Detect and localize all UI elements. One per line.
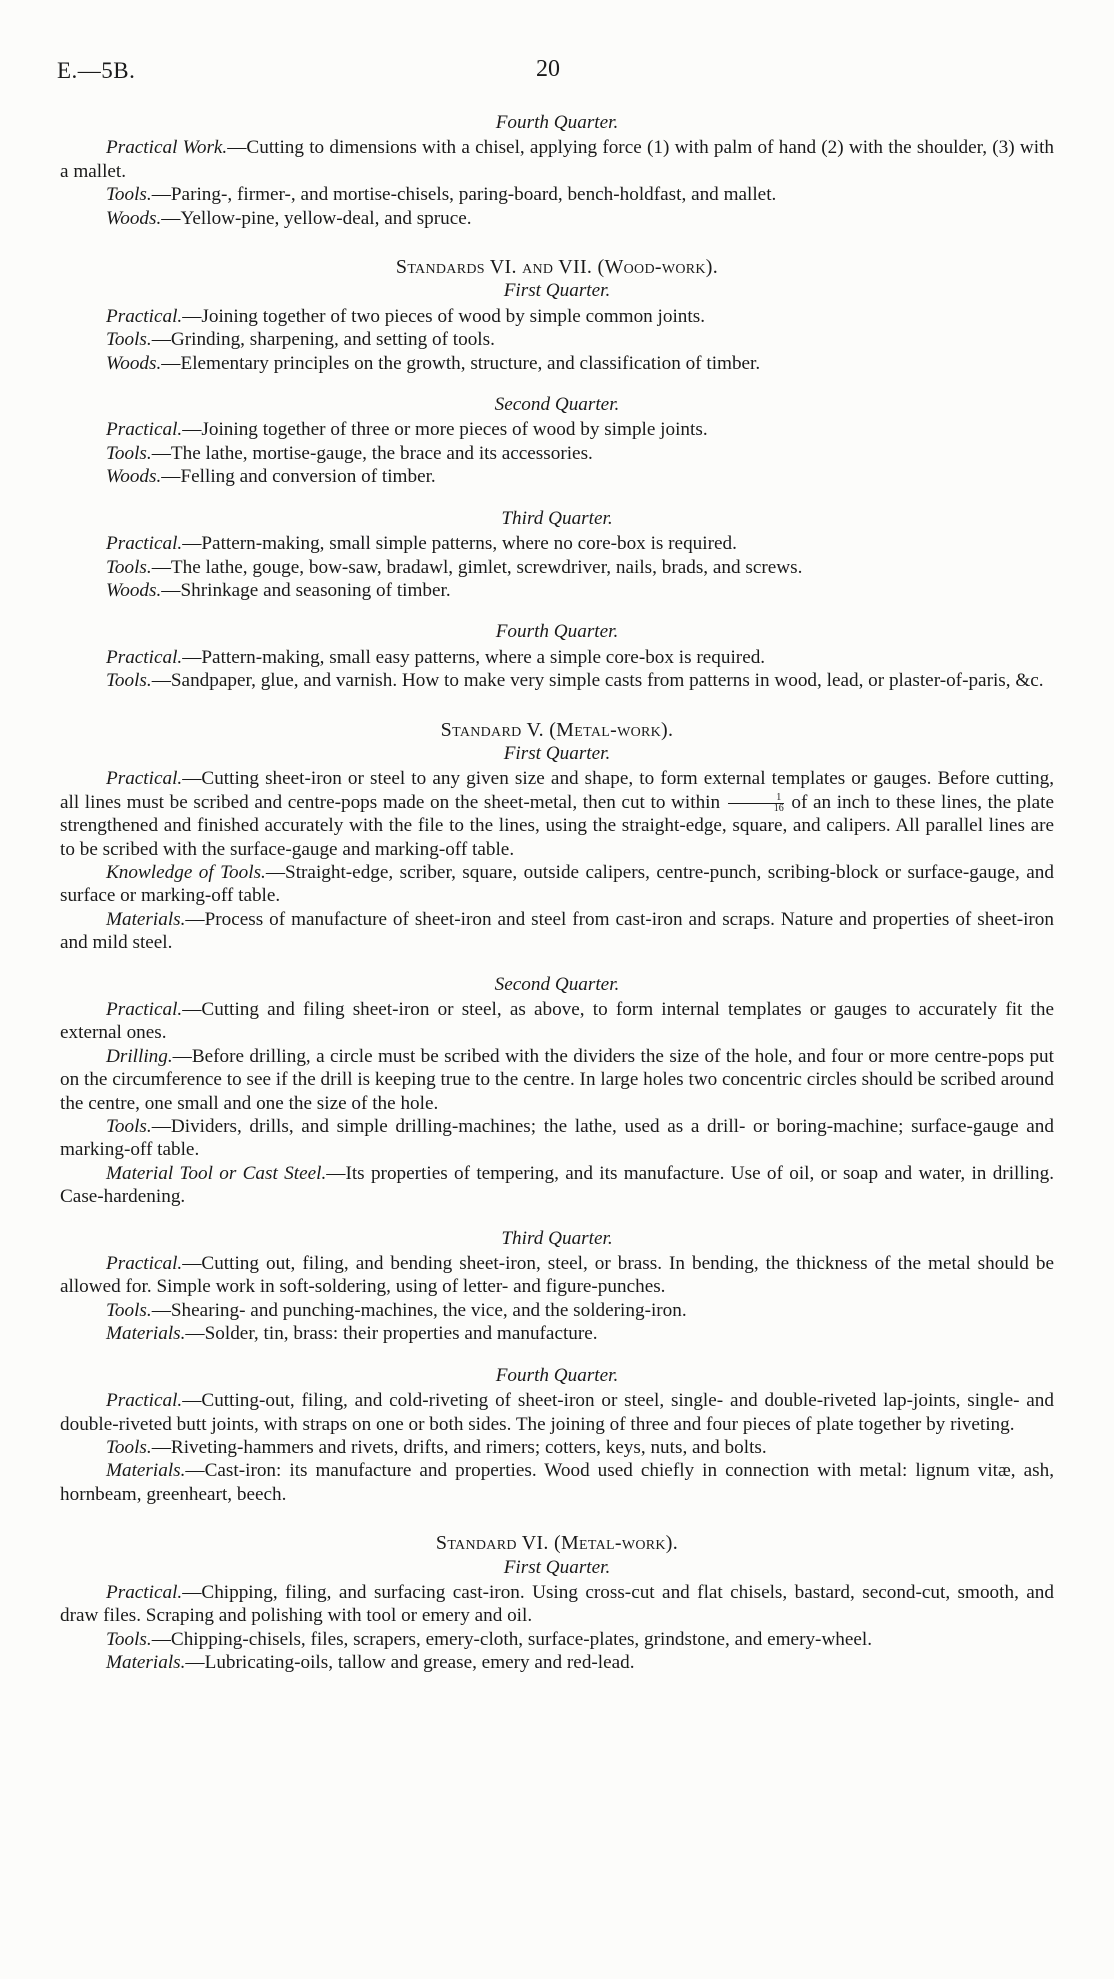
paragraph-label: Tools. [106, 184, 152, 206]
paragraph-label: Tools. [106, 442, 152, 464]
paragraph-text: —Paring-, firmer-, and mortise-chisels, paring-board, bench-holdfast, and mallet. [151, 184, 777, 206]
paragraph-label: Practical. [106, 1390, 183, 1412]
paragraph [60, 1322, 1054, 1345]
fraction-numerator: 1 [728, 793, 784, 804]
quarter-heading: Second Quarter. [494, 394, 620, 416]
quarter-heading: First Quarter. [503, 742, 611, 764]
paragraph-text: —Lubricating-oils, tallow and grease, emery and red-lead. [185, 1652, 635, 1674]
standard-heading: Standards VI. and VII. (Wood-work). [395, 256, 719, 279]
paragraph [60, 1045, 1054, 1115]
paragraph [60, 669, 1054, 692]
paragraph-label: Practical. [106, 768, 183, 790]
paragraph-text: —Process of manufacture of sheet-iron and steel from cast-iron and scraps. Nature and properties of sheet-iron and mild steel. [60, 908, 1054, 954]
paragraph-text-continued: of an inch to these lines, the plate strengthened and finished accurately with the file to the lines, using the straight-edge, square, and calipers. All parallel lines are to be scribed with the surface-gauge and marking-off table. [60, 791, 1055, 860]
paragraph-label: Woods. [106, 466, 162, 488]
paragraph-text: —Elementary principles on the growth, structure, and classification of timber. [161, 352, 761, 374]
paragraph [60, 1299, 1054, 1322]
paragraph-text: —The lathe, gouge, bow-saw, bradawl, gimlet, screwdriver, nails, brads, and screws. [151, 556, 803, 578]
paragraph [60, 418, 1054, 441]
fraction [728, 793, 784, 814]
paragraph-label: Materials. [106, 1323, 186, 1345]
paragraph [60, 861, 1054, 908]
paragraph-label: Drilling. [106, 1045, 173, 1067]
paragraph [60, 352, 1054, 375]
paragraph [60, 305, 1054, 328]
paragraph-text: —Shrinkage and seasoning of timber. [161, 579, 451, 601]
paragraph-text: —Yellow-pine, yellow-deal, and spruce. [161, 207, 472, 229]
paragraph [60, 556, 1054, 579]
paragraph-label: Practical. [106, 419, 183, 441]
paragraph-label: Practical. [106, 1253, 183, 1275]
paragraph [60, 442, 1054, 465]
paragraph [60, 532, 1054, 555]
paragraph-label: Tools. [106, 556, 152, 578]
paragraph-text: —The lathe, mortise-gauge, the brace and its accessories. [151, 442, 593, 464]
paragraph-text: —Cutting to dimensions with a chisel, applying force (1) with palm of hand (2) with the shoulder, (3) with a mallet. [60, 137, 1054, 182]
paragraph [60, 1252, 1054, 1299]
paragraph-label: Woods. [106, 352, 162, 374]
paragraph-text: —Grinding, sharpening, and setting of tools. [151, 329, 495, 351]
paragraph [60, 136, 1054, 183]
paragraph-text: —Dividers, drills, and simple drilling-machines; the lathe, used as a drill- or boring-machine; surface-gauge and marking-off table. [60, 1116, 1054, 1161]
paragraph-text: —Sandpaper, glue, and varnish. How to make very simple casts from patterns in wood, lead, or plaster-of-paris, &c. [151, 670, 1044, 692]
paragraph-text: —Its properties of tempering, and its manufacture. Use of oil, or soap and water, in drilling. Case-hardening. [60, 1162, 1054, 1208]
paragraph-label: Material Tool or Cast Steel. [106, 1162, 327, 1184]
paragraph-text: —Joining together of two pieces of wood by simple common joints. [182, 305, 705, 327]
quarter-heading: Fourth Quarter. [495, 112, 619, 133]
paragraph-label: Tools. [106, 329, 152, 351]
paragraph-text: —Straight-edge, scriber, square, outside calipers, centre-punch, scribing-block or surface-gauge, and surface or marking-off table. [60, 861, 1054, 907]
paragraph-label: Knowledge of Tools. [106, 861, 266, 883]
paragraph-text: —Shearing- and punching-machines, the vice, and the soldering-iron. [151, 1299, 687, 1321]
paragraph-label: Practical Work. [106, 137, 228, 159]
paragraph [60, 328, 1054, 351]
paragraph-text: —Before drilling, a circle must be scribed with the dividers the size of the hole, and four or more centre-pops put on the circumference to see if the drill is keeping true to the centre. In large holes two concentric circles should be scribed around the centre, one small and one the size of the hole. [60, 1045, 1054, 1114]
paragraph [60, 646, 1054, 669]
paragraph [60, 1115, 1054, 1162]
paragraph [60, 465, 1054, 488]
paragraph-text: —Pattern-making, small simple patterns, where no core-box is required. [182, 533, 737, 555]
paragraph-text: —Cutting out, filing, and bending sheet-iron, steel, or brass. In bending, the thickness of the metal should be allowed for. Simple work in soft-soldering, using of letter- and figure-punches. [60, 1253, 1054, 1298]
document-reference: E.—5B. [57, 58, 136, 83]
fraction-denominator: 16 [773, 802, 784, 814]
paragraph-label: Practical. [106, 999, 183, 1020]
paragraph [60, 1389, 1054, 1436]
paragraph-label: Materials. [106, 1460, 186, 1482]
paragraph-text: —Cutting and filing sheet-iron or steel, as above, to form internal templates or gauges to accurately fit the external ones. [60, 999, 1054, 1044]
quarter-heading: Third Quarter. [501, 1227, 613, 1249]
standard-heading: Standard VI. (Metal-work). [435, 1532, 679, 1555]
paragraph-label: Tools. [106, 1628, 152, 1650]
quarter-heading: Fourth Quarter. [495, 621, 619, 643]
paragraph [60, 1628, 1054, 1651]
paragraph-text: —Pattern-making, small easy patterns, where a simple core-box is required. [182, 646, 766, 668]
paragraph [60, 579, 1054, 602]
paragraph-text: —Chipping-chisels, files, scrapers, emery-cloth, surface-plates, grindstone, and emery-wheel. [151, 1628, 873, 1650]
paragraph-text: —Riveting-hammers and rivets, drifts, and rimers; cotters, keys, nuts, and bolts. [151, 1436, 767, 1458]
paragraph-text: —Cast-iron: its manufacture and properties. Wood used chiefly in connection with metal: lignum vitæ, ash, hornbeam, greenheart, beech. [60, 1460, 1054, 1505]
paragraph-text: —Felling and conversion of timber. [161, 466, 436, 488]
paragraph-label: Tools. [106, 670, 152, 692]
paragraph-label: Practical. [106, 305, 183, 327]
paragraph [60, 1651, 1054, 1674]
paragraph-label: Materials. [106, 908, 186, 930]
paragraph-label: Woods. [106, 579, 162, 601]
paragraph-text: —Cutting sheet-iron or steel to any given size and shape, to form external templates or gauges. Before cutting, all lines must be scribed and centre-pops made on the sheet-metal, then cut to within [60, 768, 1054, 813]
standard-heading: Standard V. (Metal-work). [440, 718, 674, 741]
paragraph-label: Woods. [106, 207, 162, 229]
quarter-heading: Fourth Quarter. [495, 1364, 619, 1386]
paragraph [60, 1581, 1054, 1628]
quarter-heading: First Quarter. [503, 280, 611, 302]
paragraph [60, 1162, 1054, 1209]
quarter-heading: First Quarter. [503, 1556, 611, 1578]
paragraph-text: —Cutting-out, filing, and cold-riveting of sheet-iron or steel, single- and double-riveted lap-joints, single- and double-riveted butt joints, with straps on one or both sides. The joining of three and four pieces of plate together by riveting. [60, 1390, 1054, 1435]
paragraph-text: —Solder, tin, brass: their properties and manufacture. [185, 1323, 598, 1345]
page-number: 20 [536, 56, 560, 82]
paragraph [60, 767, 1054, 861]
paragraph-label: Tools. [106, 1299, 152, 1321]
paragraph [60, 908, 1054, 955]
paragraph-label: Materials. [106, 1652, 186, 1674]
paragraph [60, 1459, 1054, 1506]
paragraph [60, 998, 1054, 1045]
paragraph [60, 207, 1054, 230]
paragraph-label: Practical. [106, 533, 183, 555]
paragraph-label: Practical. [106, 1581, 183, 1603]
paragraph-text: —Chipping, filing, and surfacing cast-iron. Using cross-cut and flat chisels, bastard, second-cut, smooth, and draw files. Scraping and polishing with tool or emery and oil. [60, 1581, 1054, 1627]
paragraph-label: Practical. [106, 646, 183, 668]
paragraph-label: Tools. [106, 1436, 152, 1458]
quarter-heading: Third Quarter. [501, 507, 613, 529]
paragraph-text: —Joining together of three or more pieces of wood by simple joints. [182, 419, 708, 441]
document-body [60, 111, 1054, 1675]
paragraph [60, 1436, 1054, 1459]
paragraph-label: Tools. [106, 1116, 152, 1138]
quarter-heading: Second Quarter. [494, 973, 620, 995]
paragraph [60, 183, 1054, 206]
